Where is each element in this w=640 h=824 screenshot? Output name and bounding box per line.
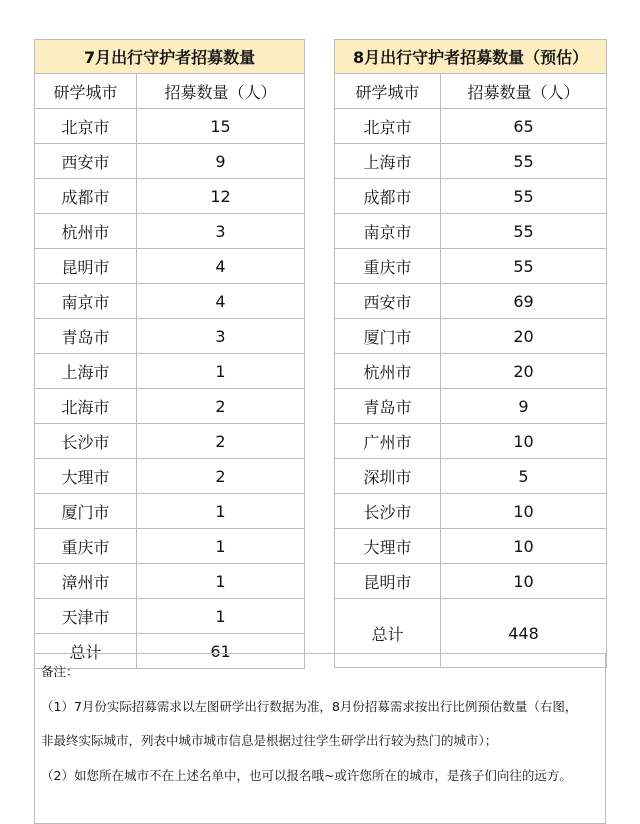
august-city-cell: 广州市 xyxy=(335,424,441,459)
august-table-title: 8月出行守护者招募数量（预估） xyxy=(335,40,607,74)
august-table-row xyxy=(335,214,607,249)
july-count-cell: 1 xyxy=(137,354,305,389)
august-total-value: 448 xyxy=(441,599,607,668)
july-city-cell: 南京市 xyxy=(35,284,137,319)
july-table-row xyxy=(35,389,305,424)
july-city-cell: 长沙市 xyxy=(35,424,137,459)
july-count-cell: 3 xyxy=(137,214,305,249)
july-city-cell: 昆明市 xyxy=(35,249,137,284)
august-count-cell: 10 xyxy=(441,529,607,564)
july-table-row xyxy=(35,284,305,319)
august-count-cell: 65 xyxy=(441,109,607,144)
august-count-cell: 5 xyxy=(441,459,607,494)
july-count-cell: 4 xyxy=(137,249,305,284)
august-count-cell: 55 xyxy=(441,249,607,284)
july-table-row xyxy=(35,599,305,634)
july-count-cell: 4 xyxy=(137,284,305,319)
august-count-cell: 9 xyxy=(441,389,607,424)
july-table-row xyxy=(35,144,305,179)
july-city-cell: 成都市 xyxy=(35,179,137,214)
august-table-row xyxy=(335,494,607,529)
july-table-row xyxy=(35,529,305,564)
august-table-row xyxy=(335,249,607,284)
august-count-cell: 69 xyxy=(441,284,607,319)
august-city-cell: 南京市 xyxy=(335,214,441,249)
august-city-cell: 杭州市 xyxy=(335,354,441,389)
july-count-cell: 1 xyxy=(137,529,305,564)
august-count-cell: 10 xyxy=(441,494,607,529)
july-table-row xyxy=(35,214,305,249)
august-table-row xyxy=(335,179,607,214)
july-table-title: 7月出行守护者招募数量 xyxy=(35,40,305,74)
july-count-cell: 1 xyxy=(137,599,305,634)
august-table-row xyxy=(335,354,607,389)
july-count-cell: 2 xyxy=(137,389,305,424)
july-header-count: 招募数量（人） xyxy=(137,74,305,109)
july-count-cell: 1 xyxy=(137,494,305,529)
july-total-value: 61 xyxy=(137,634,305,669)
august-header-city: 研学城市 xyxy=(335,74,441,109)
july-city-cell: 大理市 xyxy=(35,459,137,494)
july-table-row xyxy=(35,109,305,144)
august-table-row xyxy=(335,284,607,319)
july-recruitment-table xyxy=(34,39,305,669)
july-count-cell: 9 xyxy=(137,144,305,179)
august-city-cell: 重庆市 xyxy=(335,249,441,284)
august-table-row xyxy=(335,529,607,564)
july-city-cell: 青岛市 xyxy=(35,319,137,354)
august-count-cell: 55 xyxy=(441,144,607,179)
notes-line-3: （2）如您所在城市不在上述名单中，也可以报名哦~或许您所在的城市，是孩子们向往的远方。 xyxy=(41,768,572,783)
august-total-label: 总计 xyxy=(335,599,441,668)
notes-heading: 备注： xyxy=(41,664,79,679)
july-city-cell: 天津市 xyxy=(35,599,137,634)
july-count-cell: 1 xyxy=(137,564,305,599)
august-city-cell: 大理市 xyxy=(335,529,441,564)
july-table-row xyxy=(35,319,305,354)
august-count-cell: 55 xyxy=(441,179,607,214)
july-table-row xyxy=(35,354,305,389)
july-city-cell: 杭州市 xyxy=(35,214,137,249)
july-table-row xyxy=(35,494,305,529)
august-city-cell: 青岛市 xyxy=(335,389,441,424)
notes-line-1: （1）7月份实际招募需求以左图研学出行数据为准，8月份招募需求按出行比例预估数量（右图， xyxy=(41,699,578,714)
august-count-cell: 55 xyxy=(441,214,607,249)
august-city-cell: 昆明市 xyxy=(335,564,441,599)
july-city-cell: 北海市 xyxy=(35,389,137,424)
august-city-cell: 西安市 xyxy=(335,284,441,319)
july-table-row xyxy=(35,424,305,459)
july-city-cell: 西安市 xyxy=(35,144,137,179)
august-table-row xyxy=(335,389,607,424)
july-count-cell: 2 xyxy=(137,424,305,459)
notes-line-2: 非最终实际城市，列表中城市城市信息是根据过往学生研学出行较为热门的城市）； xyxy=(41,733,498,748)
july-header-city: 研学城市 xyxy=(35,74,137,109)
notes-section xyxy=(34,653,606,824)
july-count-cell: 3 xyxy=(137,319,305,354)
july-table-row xyxy=(35,564,305,599)
july-city-cell: 上海市 xyxy=(35,354,137,389)
july-table-row xyxy=(35,249,305,284)
august-count-cell: 20 xyxy=(441,354,607,389)
august-city-cell: 深圳市 xyxy=(335,459,441,494)
august-table-row xyxy=(335,144,607,179)
july-city-cell: 漳州市 xyxy=(35,564,137,599)
august-table-row xyxy=(335,424,607,459)
august-city-cell: 北京市 xyxy=(335,109,441,144)
august-city-cell: 成都市 xyxy=(335,179,441,214)
august-header-count: 招募数量（人） xyxy=(441,74,607,109)
july-count-cell: 12 xyxy=(137,179,305,214)
july-city-cell: 重庆市 xyxy=(35,529,137,564)
august-recruitment-table xyxy=(334,39,607,668)
july-count-cell: 2 xyxy=(137,459,305,494)
july-city-cell: 厦门市 xyxy=(35,494,137,529)
july-city-cell: 北京市 xyxy=(35,109,137,144)
july-count-cell: 15 xyxy=(137,109,305,144)
august-city-cell: 长沙市 xyxy=(335,494,441,529)
august-count-cell: 10 xyxy=(441,564,607,599)
july-table-row xyxy=(35,179,305,214)
august-table-row xyxy=(335,459,607,494)
august-count-cell: 10 xyxy=(441,424,607,459)
august-count-cell: 20 xyxy=(441,319,607,354)
august-table-row xyxy=(335,564,607,599)
july-total-label: 总计 xyxy=(35,634,137,669)
august-table-row xyxy=(335,319,607,354)
july-table-row xyxy=(35,459,305,494)
august-table-row xyxy=(335,109,607,144)
august-city-cell: 厦门市 xyxy=(335,319,441,354)
august-city-cell: 上海市 xyxy=(335,144,441,179)
